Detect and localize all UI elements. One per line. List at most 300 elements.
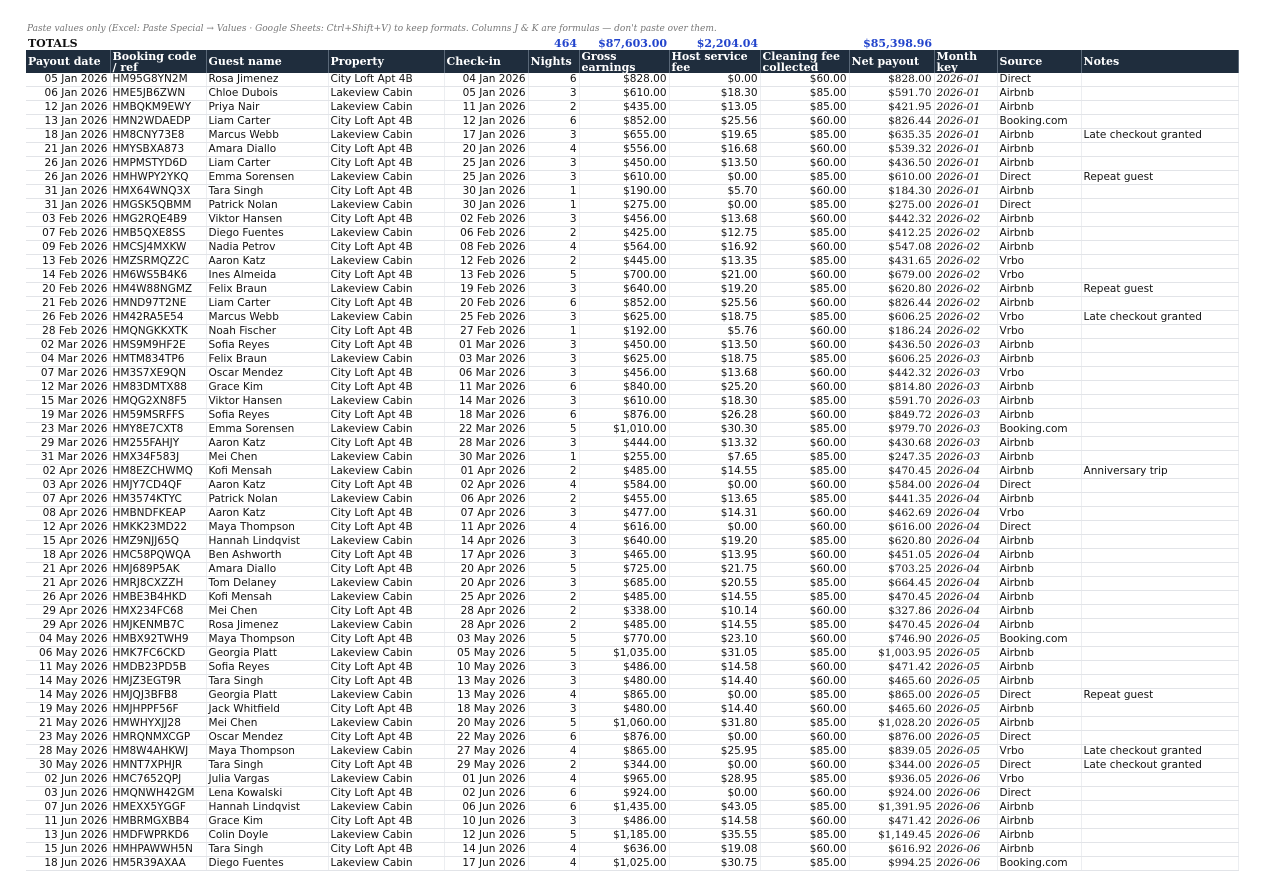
header-source[interactable]: Source xyxy=(997,50,1081,73)
gross-earnings-cell[interactable]: $275.00 xyxy=(579,199,669,213)
net-payout-cell[interactable]: $442.32 xyxy=(849,213,934,227)
gross-earnings-cell[interactable]: $465.00 xyxy=(579,549,669,563)
header-cleaning-fee[interactable]: Cleaning fee collected xyxy=(760,50,849,73)
source-cell[interactable]: Airbnb xyxy=(997,717,1081,731)
month-key-cell[interactable]: 2026-03 xyxy=(934,353,997,367)
booking-code-cell[interactable]: HM255FAHJY xyxy=(110,437,206,451)
booking-code-cell[interactable]: HMQNWH42GM xyxy=(110,787,206,801)
nights-cell[interactable]: 3 xyxy=(528,675,579,689)
month-key-cell[interactable]: 2026-01 xyxy=(934,73,997,87)
cleaning-fee-cell[interactable]: $60.00 xyxy=(760,815,849,829)
source-cell[interactable]: Airbnb xyxy=(997,577,1081,591)
payout-date-cell[interactable]: 04 May 2026 xyxy=(26,633,110,647)
booking-code-cell[interactable]: HMEXX5YGGF xyxy=(110,801,206,815)
property-cell[interactable]: Lakeview Cabin xyxy=(328,829,444,843)
property-cell[interactable]: Lakeview Cabin xyxy=(328,311,444,325)
payout-date-cell[interactable]: 29 Mar 2026 xyxy=(26,437,110,451)
booking-code-cell[interactable]: HM3574KTYC xyxy=(110,493,206,507)
check-in-cell[interactable]: 20 May 2026 xyxy=(444,717,528,731)
guest-name-cell[interactable]: Kofi Mensah xyxy=(206,465,328,479)
gross-earnings-cell[interactable]: $1,035.00 xyxy=(579,647,669,661)
gross-earnings-cell[interactable]: $625.00 xyxy=(579,311,669,325)
nights-cell[interactable]: 2 xyxy=(528,605,579,619)
totals-empty[interactable] xyxy=(206,36,328,50)
property-cell[interactable]: Lakeview Cabin xyxy=(328,227,444,241)
month-key-cell[interactable]: 2026-04 xyxy=(934,507,997,521)
host-service-fee-cell[interactable]: $28.95 xyxy=(669,773,760,787)
net-payout-cell[interactable]: $826.44 xyxy=(849,115,934,129)
host-service-fee-cell[interactable]: $13.50 xyxy=(669,339,760,353)
month-key-cell[interactable]: 2026-03 xyxy=(934,409,997,423)
property-cell[interactable]: Lakeview Cabin xyxy=(328,801,444,815)
property-cell[interactable]: City Loft Apt 4B xyxy=(328,563,444,577)
payout-date-cell[interactable]: 05 Jan 2026 xyxy=(26,73,110,87)
cleaning-fee-cell[interactable]: $60.00 xyxy=(760,367,849,381)
source-cell[interactable]: Airbnb xyxy=(997,101,1081,115)
nights-cell[interactable]: 3 xyxy=(528,535,579,549)
cleaning-fee-cell[interactable]: $85.00 xyxy=(760,493,849,507)
month-key-cell[interactable]: 2026-02 xyxy=(934,283,997,297)
net-payout-cell[interactable]: $979.70 xyxy=(849,423,934,437)
payout-date-cell[interactable]: 30 May 2026 xyxy=(26,759,110,773)
property-cell[interactable]: Lakeview Cabin xyxy=(328,577,444,591)
property-cell[interactable]: Lakeview Cabin xyxy=(328,717,444,731)
nights-cell[interactable]: 5 xyxy=(528,423,579,437)
notes-cell[interactable] xyxy=(1081,325,1238,339)
net-payout-cell[interactable]: $606.25 xyxy=(849,311,934,325)
property-cell[interactable]: City Loft Apt 4B xyxy=(328,409,444,423)
cleaning-fee-cell[interactable]: $60.00 xyxy=(760,213,849,227)
guest-name-cell[interactable]: Julia Vargas xyxy=(206,773,328,787)
check-in-cell[interactable]: 22 May 2026 xyxy=(444,731,528,745)
payout-date-cell[interactable]: 07 Apr 2026 xyxy=(26,493,110,507)
nights-cell[interactable]: 3 xyxy=(528,703,579,717)
host-service-fee-cell[interactable]: $0.00 xyxy=(669,759,760,773)
check-in-cell[interactable]: 18 May 2026 xyxy=(444,703,528,717)
nights-cell[interactable]: 2 xyxy=(528,759,579,773)
payout-date-cell[interactable]: 12 Mar 2026 xyxy=(26,381,110,395)
property-cell[interactable]: City Loft Apt 4B xyxy=(328,185,444,199)
month-key-cell[interactable]: 2026-02 xyxy=(934,255,997,269)
guest-name-cell[interactable]: Grace Kim xyxy=(206,381,328,395)
host-service-fee-cell[interactable]: $25.56 xyxy=(669,297,760,311)
gross-earnings-cell[interactable]: $876.00 xyxy=(579,409,669,423)
source-cell[interactable]: Direct xyxy=(997,521,1081,535)
property-cell[interactable]: Lakeview Cabin xyxy=(328,745,444,759)
booking-code-cell[interactable]: HMQG2XN8F5 xyxy=(110,395,206,409)
check-in-cell[interactable]: 14 Apr 2026 xyxy=(444,535,528,549)
source-cell[interactable]: Airbnb xyxy=(997,353,1081,367)
check-in-cell[interactable]: 02 Feb 2026 xyxy=(444,213,528,227)
month-key-cell[interactable]: 2026-01 xyxy=(934,185,997,199)
check-in-cell[interactable]: 25 Jan 2026 xyxy=(444,157,528,171)
cleaning-fee-cell[interactable]: $60.00 xyxy=(760,549,849,563)
month-key-cell[interactable]: 2026-01 xyxy=(934,115,997,129)
source-cell[interactable]: Airbnb xyxy=(997,591,1081,605)
property-cell[interactable]: City Loft Apt 4B xyxy=(328,661,444,675)
notes-cell[interactable] xyxy=(1081,549,1238,563)
header-guest-name[interactable]: Guest name xyxy=(206,50,328,73)
nights-cell[interactable]: 2 xyxy=(528,101,579,115)
check-in-cell[interactable]: 14 Mar 2026 xyxy=(444,395,528,409)
month-key-cell[interactable]: 2026-04 xyxy=(934,535,997,549)
property-cell[interactable]: City Loft Apt 4B xyxy=(328,843,444,857)
check-in-cell[interactable]: 28 Apr 2026 xyxy=(444,619,528,633)
notes-cell[interactable] xyxy=(1081,451,1238,465)
month-key-cell[interactable]: 2026-03 xyxy=(934,451,997,465)
gross-earnings-cell[interactable]: $1,060.00 xyxy=(579,717,669,731)
host-service-fee-cell[interactable]: $14.58 xyxy=(669,815,760,829)
gross-earnings-cell[interactable]: $456.00 xyxy=(579,213,669,227)
month-key-cell[interactable]: 2026-02 xyxy=(934,325,997,339)
property-cell[interactable]: City Loft Apt 4B xyxy=(328,143,444,157)
payout-date-cell[interactable]: 08 Apr 2026 xyxy=(26,507,110,521)
check-in-cell[interactable]: 06 Feb 2026 xyxy=(444,227,528,241)
source-cell[interactable]: Airbnb xyxy=(997,815,1081,829)
cleaning-fee-cell[interactable]: $60.00 xyxy=(760,115,849,129)
host-service-fee-cell[interactable]: $0.00 xyxy=(669,787,760,801)
nights-cell[interactable]: 1 xyxy=(528,185,579,199)
property-cell[interactable]: Lakeview Cabin xyxy=(328,493,444,507)
gross-earnings-cell[interactable]: $770.00 xyxy=(579,633,669,647)
source-cell[interactable]: Airbnb xyxy=(997,241,1081,255)
nights-cell[interactable]: 6 xyxy=(528,801,579,815)
host-service-fee-cell[interactable]: $0.00 xyxy=(669,731,760,745)
nights-cell[interactable]: 3 xyxy=(528,815,579,829)
net-payout-cell[interactable]: $936.05 xyxy=(849,773,934,787)
guest-name-cell[interactable]: Mei Chen xyxy=(206,605,328,619)
cleaning-fee-cell[interactable]: $85.00 xyxy=(760,129,849,143)
header-payout-date[interactable]: Payout date xyxy=(26,50,110,73)
nights-cell[interactable]: 6 xyxy=(528,787,579,801)
gross-earnings-cell[interactable]: $610.00 xyxy=(579,87,669,101)
nights-cell[interactable]: 3 xyxy=(528,395,579,409)
month-key-cell[interactable]: 2026-01 xyxy=(934,129,997,143)
host-service-fee-cell[interactable]: $14.40 xyxy=(669,703,760,717)
cleaning-fee-cell[interactable]: $60.00 xyxy=(760,605,849,619)
cleaning-fee-cell[interactable]: $85.00 xyxy=(760,577,849,591)
property-cell[interactable]: City Loft Apt 4B xyxy=(328,157,444,171)
property-cell[interactable]: City Loft Apt 4B xyxy=(328,479,444,493)
payout-date-cell[interactable]: 13 Jun 2026 xyxy=(26,829,110,843)
source-cell[interactable]: Airbnb xyxy=(997,129,1081,143)
property-cell[interactable]: Lakeview Cabin xyxy=(328,689,444,703)
property-cell[interactable]: City Loft Apt 4B xyxy=(328,759,444,773)
source-cell[interactable]: Airbnb xyxy=(997,829,1081,843)
guest-name-cell[interactable]: Jack Whitfield xyxy=(206,703,328,717)
booking-code-cell[interactable]: HMX234FC68 xyxy=(110,605,206,619)
month-key-cell[interactable]: 2026-05 xyxy=(934,731,997,745)
net-payout-cell[interactable]: $471.42 xyxy=(849,815,934,829)
payout-date-cell[interactable]: 11 May 2026 xyxy=(26,661,110,675)
property-cell[interactable]: City Loft Apt 4B xyxy=(328,633,444,647)
guest-name-cell[interactable]: Viktor Hansen xyxy=(206,213,328,227)
gross-earnings-cell[interactable]: $640.00 xyxy=(579,535,669,549)
property-cell[interactable]: Lakeview Cabin xyxy=(328,647,444,661)
notes-cell[interactable] xyxy=(1081,857,1238,871)
booking-code-cell[interactable]: HMNT7XPHJR xyxy=(110,759,206,773)
notes-cell[interactable] xyxy=(1081,829,1238,843)
check-in-cell[interactable]: 06 Mar 2026 xyxy=(444,367,528,381)
month-key-cell[interactable]: 2026-05 xyxy=(934,717,997,731)
host-service-fee-cell[interactable]: $21.75 xyxy=(669,563,760,577)
notes-cell[interactable] xyxy=(1081,479,1238,493)
booking-code-cell[interactable]: HMRJ8CXZZH xyxy=(110,577,206,591)
notes-cell[interactable] xyxy=(1081,339,1238,353)
property-cell[interactable]: City Loft Apt 4B xyxy=(328,815,444,829)
property-cell[interactable]: City Loft Apt 4B xyxy=(328,787,444,801)
host-service-fee-cell[interactable]: $19.08 xyxy=(669,843,760,857)
source-cell[interactable]: Booking.com xyxy=(997,857,1081,871)
month-key-cell[interactable]: 2026-02 xyxy=(934,227,997,241)
net-payout-cell[interactable]: $441.35 xyxy=(849,493,934,507)
payout-date-cell[interactable]: 21 May 2026 xyxy=(26,717,110,731)
host-service-fee-cell[interactable]: $14.55 xyxy=(669,619,760,633)
month-key-cell[interactable]: 2026-03 xyxy=(934,437,997,451)
gross-earnings-cell[interactable]: $455.00 xyxy=(579,493,669,507)
notes-cell[interactable] xyxy=(1081,535,1238,549)
property-cell[interactable]: Lakeview Cabin xyxy=(328,283,444,297)
nights-cell[interactable]: 3 xyxy=(528,283,579,297)
property-cell[interactable]: Lakeview Cabin xyxy=(328,591,444,605)
nights-cell[interactable]: 4 xyxy=(528,843,579,857)
notes-cell[interactable] xyxy=(1081,815,1238,829)
totals-label[interactable]: TOTALS xyxy=(28,36,78,50)
source-cell[interactable]: Vrbo xyxy=(997,311,1081,325)
cleaning-fee-cell[interactable]: $85.00 xyxy=(760,773,849,787)
totals-empty[interactable] xyxy=(997,36,1081,50)
host-service-fee-cell[interactable]: $13.68 xyxy=(669,213,760,227)
source-cell[interactable]: Airbnb xyxy=(997,409,1081,423)
payout-date-cell[interactable]: 02 Apr 2026 xyxy=(26,465,110,479)
nights-cell[interactable]: 3 xyxy=(528,661,579,675)
host-service-fee-cell[interactable]: $13.68 xyxy=(669,367,760,381)
source-cell[interactable]: Direct xyxy=(997,73,1081,87)
gross-earnings-cell[interactable]: $640.00 xyxy=(579,283,669,297)
month-key-cell[interactable]: 2026-05 xyxy=(934,759,997,773)
cleaning-fee-cell[interactable]: $85.00 xyxy=(760,829,849,843)
booking-code-cell[interactable]: HMC7652QPJ xyxy=(110,773,206,787)
net-payout-cell[interactable]: $547.08 xyxy=(849,241,934,255)
source-cell[interactable]: Airbnb xyxy=(997,661,1081,675)
gross-earnings-cell[interactable]: $828.00 xyxy=(579,73,669,87)
payout-date-cell[interactable]: 02 Mar 2026 xyxy=(26,339,110,353)
booking-code-cell[interactable]: HM8W4AHKWJ xyxy=(110,745,206,759)
notes-cell[interactable] xyxy=(1081,717,1238,731)
notes-cell[interactable] xyxy=(1081,493,1238,507)
property-cell[interactable]: Lakeview Cabin xyxy=(328,255,444,269)
host-service-fee-cell[interactable]: $0.00 xyxy=(669,521,760,535)
cleaning-fee-cell[interactable]: $85.00 xyxy=(760,255,849,269)
net-payout-cell[interactable]: $471.42 xyxy=(849,661,934,675)
source-cell[interactable]: Airbnb xyxy=(997,437,1081,451)
source-cell[interactable]: Airbnb xyxy=(997,493,1081,507)
guest-name-cell[interactable]: Colin Doyle xyxy=(206,829,328,843)
net-payout-cell[interactable]: $465.60 xyxy=(849,675,934,689)
month-key-cell[interactable]: 2026-06 xyxy=(934,843,997,857)
gross-earnings-cell[interactable]: $456.00 xyxy=(579,367,669,381)
property-cell[interactable]: Lakeview Cabin xyxy=(328,129,444,143)
source-cell[interactable]: Vrbo xyxy=(997,255,1081,269)
payout-date-cell[interactable]: 09 Feb 2026 xyxy=(26,241,110,255)
payout-date-cell[interactable]: 18 Apr 2026 xyxy=(26,549,110,563)
property-cell[interactable]: City Loft Apt 4B xyxy=(328,297,444,311)
booking-code-cell[interactable]: HMY8E7CXT8 xyxy=(110,423,206,437)
host-service-fee-cell[interactable]: $0.00 xyxy=(669,199,760,213)
notes-cell[interactable] xyxy=(1081,101,1238,115)
host-service-fee-cell[interactable]: $23.10 xyxy=(669,633,760,647)
month-key-cell[interactable]: 2026-01 xyxy=(934,171,997,185)
payout-date-cell[interactable]: 26 Feb 2026 xyxy=(26,311,110,325)
nights-cell[interactable]: 2 xyxy=(528,619,579,633)
host-service-fee-cell[interactable]: $0.00 xyxy=(669,479,760,493)
net-payout-cell[interactable]: $436.50 xyxy=(849,339,934,353)
notes-cell[interactable]: Anniversary trip xyxy=(1081,465,1238,479)
check-in-cell[interactable]: 06 Jun 2026 xyxy=(444,801,528,815)
source-cell[interactable]: Airbnb xyxy=(997,283,1081,297)
net-payout-cell[interactable]: $539.32 xyxy=(849,143,934,157)
net-payout-cell[interactable]: $442.32 xyxy=(849,367,934,381)
nights-cell[interactable]: 1 xyxy=(528,199,579,213)
booking-code-cell[interactable]: HMZ9NJJ65Q xyxy=(110,535,206,549)
gross-earnings-cell[interactable]: $1,025.00 xyxy=(579,857,669,871)
net-payout-cell[interactable]: $186.24 xyxy=(849,325,934,339)
cleaning-fee-cell[interactable]: $60.00 xyxy=(760,563,849,577)
totals-empty[interactable] xyxy=(444,36,528,50)
property-cell[interactable]: Lakeview Cabin xyxy=(328,773,444,787)
net-payout-cell[interactable]: $620.80 xyxy=(849,535,934,549)
totals-gross[interactable]: $87,603.00 xyxy=(598,36,668,50)
month-key-cell[interactable]: 2026-06 xyxy=(934,773,997,787)
cleaning-fee-cell[interactable]: $60.00 xyxy=(760,143,849,157)
net-payout-cell[interactable]: $865.00 xyxy=(849,689,934,703)
payout-date-cell[interactable]: 15 Jun 2026 xyxy=(26,843,110,857)
payout-date-cell[interactable]: 07 Feb 2026 xyxy=(26,227,110,241)
nights-cell[interactable]: 3 xyxy=(528,213,579,227)
cleaning-fee-cell[interactable]: $60.00 xyxy=(760,521,849,535)
cleaning-fee-cell[interactable]: $85.00 xyxy=(760,353,849,367)
host-service-fee-cell[interactable]: $25.56 xyxy=(669,115,760,129)
net-payout-cell[interactable]: $470.45 xyxy=(849,591,934,605)
booking-code-cell[interactable]: HMS9M9HF2E xyxy=(110,339,206,353)
guest-name-cell[interactable]: Felix Braun xyxy=(206,353,328,367)
cleaning-fee-cell[interactable]: $85.00 xyxy=(760,199,849,213)
host-service-fee-cell[interactable]: $7.65 xyxy=(669,451,760,465)
host-service-fee-cell[interactable]: $13.32 xyxy=(669,437,760,451)
payout-date-cell[interactable]: 06 May 2026 xyxy=(26,647,110,661)
payout-date-cell[interactable]: 23 May 2026 xyxy=(26,731,110,745)
guest-name-cell[interactable]: Priya Nair xyxy=(206,101,328,115)
source-cell[interactable]: Direct xyxy=(997,689,1081,703)
net-payout-cell[interactable]: $591.70 xyxy=(849,395,934,409)
net-payout-cell[interactable]: $679.00 xyxy=(849,269,934,283)
cleaning-fee-cell[interactable]: $60.00 xyxy=(760,185,849,199)
property-cell[interactable]: City Loft Apt 4B xyxy=(328,437,444,451)
host-service-fee-cell[interactable]: $12.75 xyxy=(669,227,760,241)
month-key-cell[interactable]: 2026-05 xyxy=(934,675,997,689)
host-service-fee-cell[interactable]: $25.95 xyxy=(669,745,760,759)
payout-date-cell[interactable]: 13 Feb 2026 xyxy=(26,255,110,269)
check-in-cell[interactable]: 17 Apr 2026 xyxy=(444,549,528,563)
cleaning-fee-cell[interactable]: $60.00 xyxy=(760,759,849,773)
guest-name-cell[interactable]: Maya Thompson xyxy=(206,633,328,647)
nights-cell[interactable]: 5 xyxy=(528,717,579,731)
nights-cell[interactable]: 4 xyxy=(528,241,579,255)
booking-code-cell[interactable]: HMZSRMQZ2C xyxy=(110,255,206,269)
property-cell[interactable]: City Loft Apt 4B xyxy=(328,549,444,563)
source-cell[interactable]: Airbnb xyxy=(997,703,1081,717)
payout-date-cell[interactable]: 03 Feb 2026 xyxy=(26,213,110,227)
cleaning-fee-cell[interactable]: $60.00 xyxy=(760,787,849,801)
nights-cell[interactable]: 3 xyxy=(528,367,579,381)
net-payout-cell[interactable]: $451.05 xyxy=(849,549,934,563)
booking-code-cell[interactable]: HM5R39AXAA xyxy=(110,857,206,871)
payout-date-cell[interactable]: 04 Mar 2026 xyxy=(26,353,110,367)
host-service-fee-cell[interactable]: $16.68 xyxy=(669,143,760,157)
gross-earnings-cell[interactable]: $450.00 xyxy=(579,157,669,171)
guest-name-cell[interactable]: Patrick Nolan xyxy=(206,493,328,507)
nights-cell[interactable]: 2 xyxy=(528,227,579,241)
property-cell[interactable]: Lakeview Cabin xyxy=(328,465,444,479)
month-key-cell[interactable]: 2026-03 xyxy=(934,423,997,437)
check-in-cell[interactable]: 20 Apr 2026 xyxy=(444,577,528,591)
host-service-fee-cell[interactable]: $20.55 xyxy=(669,577,760,591)
gross-earnings-cell[interactable]: $610.00 xyxy=(579,395,669,409)
net-payout-cell[interactable]: $591.70 xyxy=(849,87,934,101)
check-in-cell[interactable]: 02 Jun 2026 xyxy=(444,787,528,801)
host-service-fee-cell[interactable]: $19.20 xyxy=(669,283,760,297)
notes-cell[interactable] xyxy=(1081,227,1238,241)
check-in-cell[interactable]: 13 Feb 2026 xyxy=(444,269,528,283)
guest-name-cell[interactable]: Maya Thompson xyxy=(206,745,328,759)
payout-date-cell[interactable]: 15 Mar 2026 xyxy=(26,395,110,409)
guest-name-cell[interactable]: Liam Carter xyxy=(206,157,328,171)
source-cell[interactable]: Airbnb xyxy=(997,675,1081,689)
payout-date-cell[interactable]: 15 Apr 2026 xyxy=(26,535,110,549)
notes-cell[interactable] xyxy=(1081,115,1238,129)
property-cell[interactable]: Lakeview Cabin xyxy=(328,395,444,409)
notes-cell[interactable] xyxy=(1081,353,1238,367)
source-cell[interactable]: Airbnb xyxy=(997,843,1081,857)
cleaning-fee-cell[interactable]: $85.00 xyxy=(760,171,849,185)
nights-cell[interactable]: 6 xyxy=(528,297,579,311)
nights-cell[interactable]: 2 xyxy=(528,591,579,605)
property-cell[interactable]: Lakeview Cabin xyxy=(328,451,444,465)
booking-code-cell[interactable]: HMHWPY2YKQ xyxy=(110,171,206,185)
month-key-cell[interactable]: 2026-04 xyxy=(934,619,997,633)
nights-cell[interactable]: 1 xyxy=(528,325,579,339)
check-in-cell[interactable]: 05 Jan 2026 xyxy=(444,87,528,101)
payout-date-cell[interactable]: 26 Apr 2026 xyxy=(26,591,110,605)
booking-code-cell[interactable]: HM59MSRFFS xyxy=(110,409,206,423)
totals-empty[interactable] xyxy=(1081,36,1238,50)
guest-name-cell[interactable]: Rosa Jimenez xyxy=(206,619,328,633)
booking-code-cell[interactable]: HMJZ3EGT9R xyxy=(110,675,206,689)
gross-earnings-cell[interactable]: $192.00 xyxy=(579,325,669,339)
net-payout-cell[interactable]: $431.65 xyxy=(849,255,934,269)
nights-cell[interactable]: 3 xyxy=(528,129,579,143)
net-payout-cell[interactable]: $849.72 xyxy=(849,409,934,423)
payout-date-cell[interactable]: 20 Feb 2026 xyxy=(26,283,110,297)
host-service-fee-cell[interactable]: $35.55 xyxy=(669,829,760,843)
source-cell[interactable]: Direct xyxy=(997,199,1081,213)
gross-earnings-cell[interactable]: $255.00 xyxy=(579,451,669,465)
booking-code-cell[interactable]: HM8EZCHWMQ xyxy=(110,465,206,479)
gross-earnings-cell[interactable]: $876.00 xyxy=(579,731,669,745)
gross-earnings-cell[interactable]: $865.00 xyxy=(579,689,669,703)
gross-earnings-cell[interactable]: $865.00 xyxy=(579,745,669,759)
guest-name-cell[interactable]: Emma Sorensen xyxy=(206,423,328,437)
